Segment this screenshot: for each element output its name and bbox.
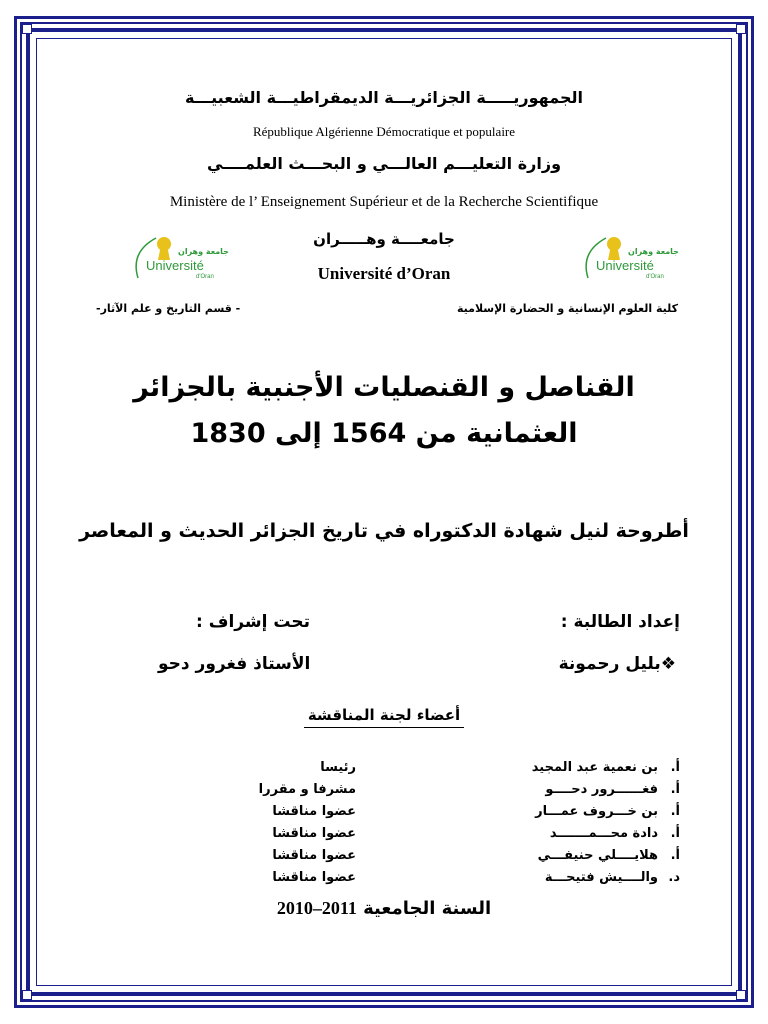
logo-left-sub-text: d'Oran <box>196 274 214 280</box>
corner-ornament-tl <box>22 24 32 34</box>
member-name: فغــــــرور دحــــو <box>545 782 658 797</box>
logo-right-sub-text: d'Oran <box>646 274 664 280</box>
university-logo-icon <box>126 228 229 288</box>
thesis-title-line-1: القناصل و القنصليات الأجنبية بالجزائر <box>133 372 635 403</box>
ministry-title-fr: Ministère de l’ Enseignement Supérieur et de la Recherche Scientifique <box>169 194 599 210</box>
republic-title-ar: الجمهوريـــــة الجزائريـــة الديمقراطيـــة الشعبيـــة <box>185 88 583 107</box>
member-role: مشرفا و مقررا <box>258 782 356 797</box>
committee-member-row <box>0 826 768 846</box>
member-role: عضوا مناقشا <box>272 804 356 819</box>
academic-year-value: 2010–2011 <box>276 898 357 918</box>
faculty-name: كلية العلوم الإنسانية و الحضارة الإسلامية <box>456 302 678 315</box>
student-name: ❖بليل رحمونة <box>558 654 676 674</box>
committee-member-row <box>0 848 768 868</box>
member-role: رئيسا <box>320 760 356 775</box>
committee-title-text: أعضاء لجنة المناقشة <box>304 706 464 728</box>
committee-title <box>0 706 768 724</box>
member-prefix: أ. <box>670 804 680 819</box>
member-prefix: أ. <box>670 782 680 797</box>
member-role: عضوا مناقشا <box>272 848 356 863</box>
university-logo-left <box>126 228 229 288</box>
member-name: هلايــــلي حنيفـــي <box>537 848 658 863</box>
committee-member-row <box>0 804 768 824</box>
member-prefix: أ. <box>670 826 680 841</box>
ministry-title-ar: وزارة التعليـــم العالـــي و البحـــث العلمــــي <box>206 154 562 173</box>
academic-year-label: السنة الجامعية <box>363 898 492 919</box>
university-logo-right <box>576 228 679 288</box>
member-name: بن خـــروف عمـــار <box>535 804 658 819</box>
university-title-fr: Université d’Oran <box>317 264 451 283</box>
committee-member-row <box>0 782 768 802</box>
member-prefix: أ. <box>670 760 680 775</box>
member-name: بن نعمية عبد المجيد <box>531 760 658 775</box>
logo-right-main-text: Université <box>596 258 654 273</box>
corner-ornament-bl <box>22 990 32 1000</box>
supervised-by-label: تحت إشراف : <box>196 612 310 632</box>
department-name: - قسم التاريخ و علم الآثار- <box>96 302 241 315</box>
university-title-ar: جامعــــة وهـــــران <box>313 230 455 248</box>
logo-left-main-text: Université <box>146 258 204 273</box>
thesis-title-line-2: العثمانية من 1564 إلى 1830 <box>190 418 578 449</box>
committee-member-row <box>0 870 768 890</box>
university-logo-icon <box>576 228 679 288</box>
prepared-by-label: إعداد الطالبة : <box>560 612 680 632</box>
academic-year <box>0 898 768 919</box>
member-name: دادة محـــمـــــــد <box>549 826 658 841</box>
member-role: عضوا مناقشا <box>272 826 356 841</box>
member-name: والــــيش فتيحـــة <box>544 870 658 885</box>
member-prefix: أ. <box>670 848 680 863</box>
logo-left-ar-text: جامعة وهران <box>178 247 229 256</box>
corner-ornament-br <box>736 990 746 1000</box>
logo-right-ar-text: جامعة وهران <box>628 247 679 256</box>
member-prefix: د. <box>668 870 680 885</box>
republic-title-fr: République Algérienne Démocratique et populaire <box>252 124 516 139</box>
member-role: عضوا مناقشا <box>272 870 356 885</box>
supervisor-name: الأستاذ فغرور دحو <box>158 654 311 674</box>
committee-member-row <box>0 760 768 780</box>
corner-ornament-tr <box>736 24 746 34</box>
thesis-subtitle: أطروحة لنيل شهادة الدكتوراه في تاريخ الجزائر الحديث و المعاصر <box>79 520 689 542</box>
